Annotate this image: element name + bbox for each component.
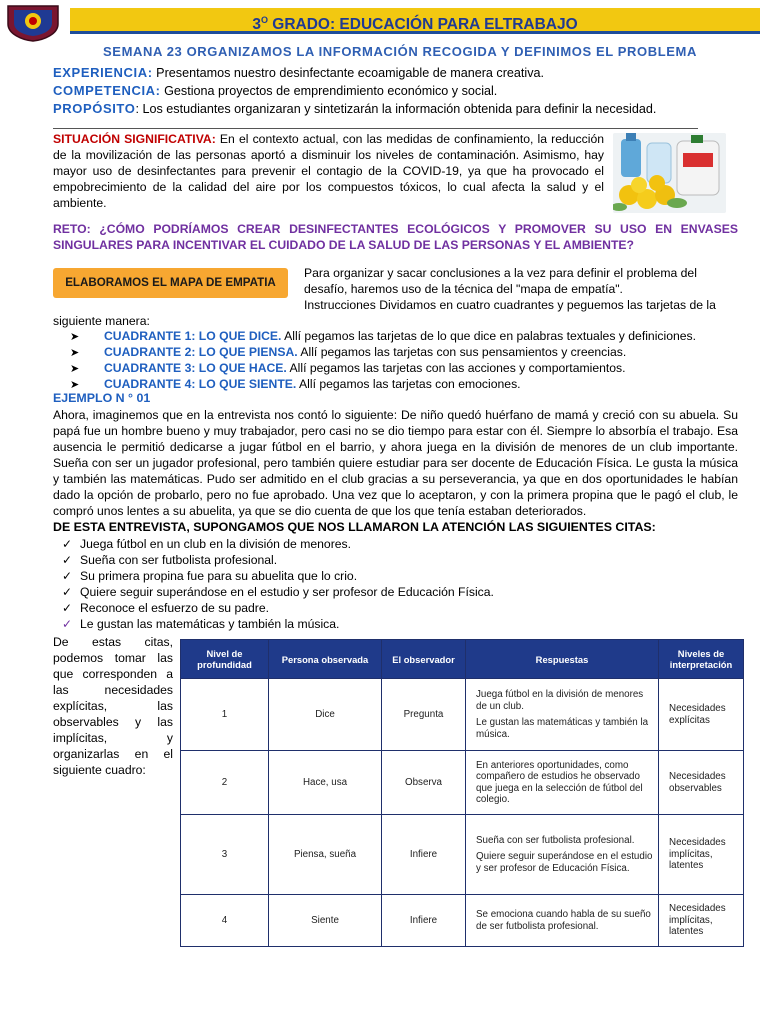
arrow-bullet-icon: ➤	[70, 331, 80, 343]
table-cell: Infiere	[382, 895, 466, 947]
cita-item: ✓ Su primera propina fue para su abuelita que lo crio.	[62, 569, 358, 583]
table-cell: Observa	[382, 751, 466, 815]
table-cell: Infiere	[382, 815, 466, 895]
table-cell: Siente	[269, 895, 382, 947]
column-header: Nivel de profundidad	[181, 640, 269, 679]
checkmark-icon: ✓	[62, 537, 73, 551]
table-row	[181, 679, 744, 751]
table-cell: 4	[181, 895, 269, 947]
checkmark-icon: ✓	[62, 585, 73, 599]
cuadrante-2: ➤ CUADRANTE 2: LO QUE PIENSA. Allí pegamos las tarjetas con sus pensamientos y creencias.	[70, 345, 627, 359]
table-cell: Necesidades explícitas	[659, 679, 744, 751]
table-row	[181, 815, 744, 895]
page-title: $3^O$ GRADO: EDUCACIÓN PARA ELTRABAJO	[252, 15, 578, 34]
table-cell: Juega fútbol en la división de menores de un club. Le gustan las matemáticas y también la música.	[466, 679, 659, 751]
table-cell: Pregunta	[382, 679, 466, 751]
table-cell: 1	[181, 679, 269, 751]
table-intro-text: De estas citas, podemos tomar las que corresponden a las necesidades explícitas, las observables y las implícitas, y organizarlas en el siguiente cuadro:	[53, 635, 173, 777]
school-crest-logo	[4, 2, 62, 42]
cita-item: ✓ Reconoce el esfuerzo de su padre.	[62, 601, 270, 615]
table-row	[181, 895, 744, 947]
cita-item: ✓ Le gustan las matemáticas y también la música.	[62, 617, 340, 631]
elaboramos-mapa-empatia-banner: ELABORAMOS EL MAPA DE EMPATIA	[53, 268, 288, 298]
cuadrante-3: ➤ CUADRANTE 3: LO QUE HACE. Allí pegamos las tarjetas con las acciones y comportamientos.	[70, 361, 626, 375]
cuadrante-1: ➤ CUADRANTE 1: LO QUE DICE. Allí pegamos las tarjetas de lo que dice en palabras textuales y definiciones.	[70, 329, 697, 343]
checkmark-icon: ✓	[62, 553, 73, 567]
ejemplo-title: EJEMPLO N ° 01	[53, 391, 151, 405]
table-cell: 2	[181, 751, 269, 815]
citas-title: DE ESTA ENTREVISTA, SUPONGAMOS QUE NOS LLAMARON LA ATENCIÓN LAS SIGUIENTES CITAS:	[53, 520, 656, 534]
week-heading: SEMANA 23 ORGANIZAMOS LA INFORMACIÓN RECOGIDA Y DEFINIMOS EL PROBLEMA	[103, 44, 697, 59]
column-header: Niveles de interpretación	[659, 640, 744, 679]
checkmark-icon: ✓	[62, 569, 73, 583]
proposito-line: PROPÓSITO: Los estudiantes organizaran y sintetizarán la información obtenida para definir la necesidad.	[53, 101, 657, 116]
column-header: Respuestas	[466, 640, 659, 679]
ejemplo-text: Ahora, imaginemos que en la entrevista nos contó lo siguiente: De niño quedó huérfano de mamá y creció con su abuela. Su papá fue un hombre bueno y muy trabajador, pero casi no se dio tiempo para estar con él. Siempre lo absorbía el trabajo. Esa ausencia le permitió dedicarse a jugar fútbol en el barrio, y ahora juega en la división de menores de un club importante. Sueña con ser un jugador profesional, pero también quiere estudiar para ser docente de Educación Física. Le gusta la música y también las matemáticas. Pudo ser admitido en el club gracias a su perseverancia, ya que en dos oportunidades le habían dado la opción de probarlo, pero no fue aprobado. Una vez que lo aceptaron, y con la primera propina que le pagó el club, le compró unos lentes a su abuelita, ya que se dio cuenta de que los que tenía estaban deteriorados.	[53, 408, 738, 518]
divider	[53, 128, 698, 129]
arrow-bullet-icon: ➤	[70, 379, 80, 391]
table-cell: Dice	[269, 679, 382, 751]
table-cell: Hace, usa	[269, 751, 382, 815]
empathy-levels-table	[180, 639, 744, 947]
disinfectant-lemons-image	[613, 133, 726, 213]
table-cell: Necesidades implícitas, latentes	[659, 815, 744, 895]
cita-item: ✓ Sueña con ser futbolista profesional.	[62, 553, 278, 567]
table-header-row	[181, 640, 744, 679]
cita-item: ✓ Juega fútbol en un club en la división de menores.	[62, 537, 352, 551]
situacion-significativa: SITUACIÓN SIGNIFICATIVA: En el contexto actual, con las medidas de confinamiento, la reducción de la movilización de las personas aportó a disminuir los niveles de contaminación. Asimismo, hay mayor uso de desinfectantes para prevenir el contagio de la COVID-19, ya que ha provocado el empobrecimiento de la calidad del aire por los compuestos tóxicos, lo cual afecta la salud y el ambiente.	[53, 132, 605, 210]
experiencia-line: EXPERIENCIA: Presentamos nuestro desinfectante ecoamigable de manera creativa.	[53, 65, 545, 80]
checkmark-icon: ✓	[62, 617, 73, 631]
table-cell: En anteriores oportunidades, como compañero de estudios he observado que juega en la selección de fútbol del colegio.	[466, 751, 659, 815]
table-cell: Necesidades observables	[659, 751, 744, 815]
table-cell: 3	[181, 815, 269, 895]
mapa-intro-text: Para organizar y sacar conclusiones a la vez para definir el problema del desafío, haremos uso de la técnica del "mapa de empatía". Instrucciones Dividamos en cuatro cuadrantes y peguemos las tarjetas de la	[304, 266, 716, 312]
reto-question: RETO: ¿CÓMO PODRÍAMOS CREAR DESINFECTANTES ECOLÓGICOS Y PROMOVER SU USO EN ENVASES SINGULARES PARA INCENTIVAR EL CUIDADO DE LA SALUD DE LAS PERSONAS Y EL AMBIENTE?	[53, 222, 738, 252]
table-cell: Sueña con ser futbolista profesional. Quiere seguir superándose en el estudio y ser profesor de Educación Física.	[466, 815, 659, 895]
arrow-bullet-icon: ➤	[70, 347, 80, 359]
table-cell: Piensa, sueña	[269, 815, 382, 895]
table-cell: Necesidades implícitas, latentes	[659, 895, 744, 947]
table-cell: Se emociona cuando habla de su sueño de ser futbolista profesional.	[466, 895, 659, 947]
checkmark-icon: ✓	[62, 601, 73, 615]
cuadrante-4: ➤ CUADRANTE 4: LO QUE SIENTE. Allí pegamos las tarjetas con emociones.	[70, 377, 521, 391]
column-header: El observador	[382, 640, 466, 679]
competencia-line: COMPETENCIA: Gestiona proyectos de emprendimiento económico y social.	[53, 83, 498, 98]
column-header: Persona observada	[269, 640, 382, 679]
arrow-bullet-icon: ➤	[70, 363, 80, 375]
page-title-bar	[70, 8, 760, 34]
cita-item: ✓ Quiere seguir superándose en el estudio y ser profesor de Educación Física.	[62, 585, 494, 599]
mapa-intro-continuation: siguiente manera:	[53, 314, 150, 328]
table-row	[181, 751, 744, 815]
